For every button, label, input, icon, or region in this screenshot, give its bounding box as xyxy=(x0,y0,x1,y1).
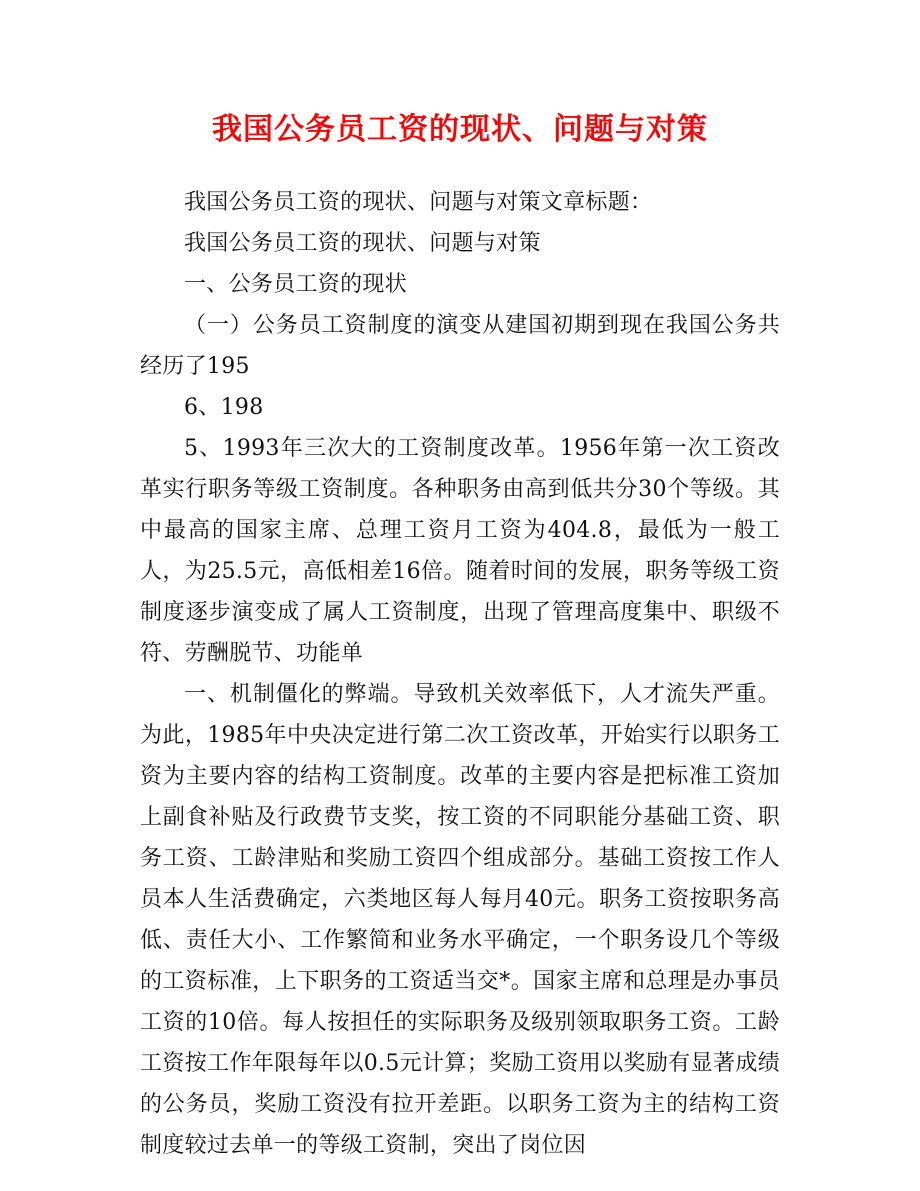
paragraph-evolution-intro: （一）公务员工资制度的演变从建国初期到现在我国公务共经历了195 xyxy=(140,313,780,379)
paragraph-subtitle: 我国公务员工资的现状、问题与对策 xyxy=(184,231,541,256)
paragraph-fragment: 6、198 xyxy=(184,395,264,420)
paragraph-structural-wage: 一、机制僵化的弊端。导致机关效率低下，人才流失严重。为此，1985年中央决定进行第二次工资改革，开始实行以职务工资为主要内容的结构工资制度。改革的主要内容是把标准工资加上副食补贴及行政费节支奖，按工资的不同职能分基础工资、职务工资、工龄津贴和奖励工资四个组成部分。基础工资按工作人员本人生活费确定，六类地区每人每月40元。职务工资按职务高低、责任大小、工作繁简和业务水平确定，一个职务设几个等级的工资标准，上下职务的工资适当交*。国家主席和总理是办事员工资的10倍。每人按担任的实际职务及级别领取职务工资。工龄工资按工作年限每年以0.5元计算；奖励工资用以奖励有显著成绩的公务员，奖励工资没有拉开差距。以职务工资为主的结构工资制度较过去单一的等级工资制，突出了岗位因 xyxy=(140,682,780,1158)
document-body xyxy=(140,182,780,1166)
paragraph-article-heading: 我国公务员工资的现状、问题与对策文章标题： xyxy=(184,190,653,215)
paragraph-reform-history: 5、1993年三次大的工资制度改革。1956年第一次工资改革实行职务等级工资制度。各种职务由高到低共分30个等级。其中最高的国家主席、总理工资月工资为404.8，最低为一般工人，为25.5元，高低相差16倍。随着时间的发展，职务等级工资制度逐步演变成了属人工资制度，出现了管理高度集中、职级不符、劳酬脱节、功能单 xyxy=(140,436,780,666)
document-title: 我国公务员工资的现状、问题与对策 xyxy=(212,112,708,147)
paragraph-section-heading: 一、公务员工资的现状 xyxy=(184,272,408,297)
